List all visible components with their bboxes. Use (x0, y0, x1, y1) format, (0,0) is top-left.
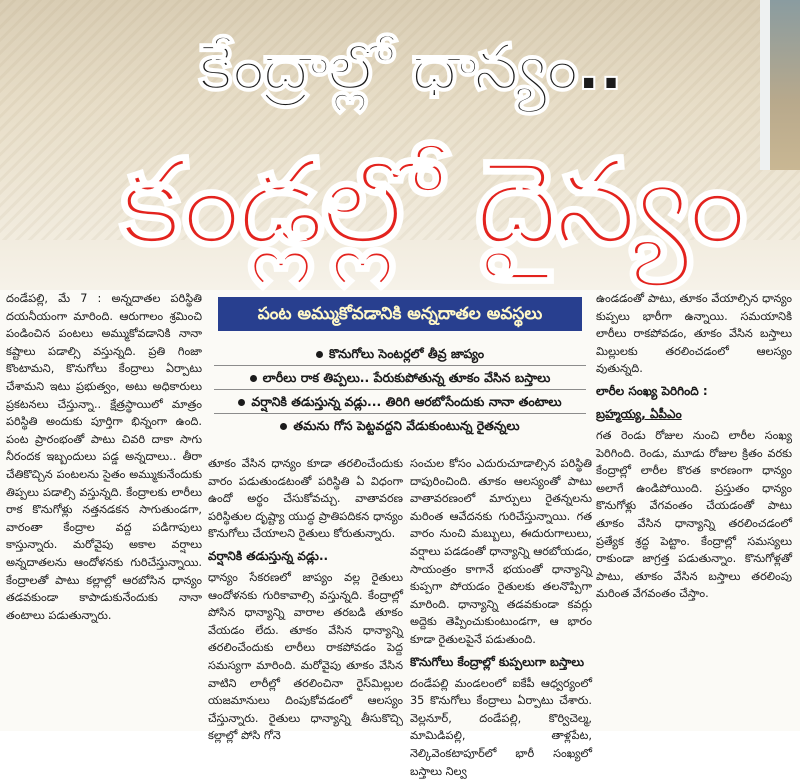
side-photo (770, 0, 800, 170)
highlight-item (210, 390, 590, 413)
article-column-1 (6, 290, 202, 624)
headline-line-2: కండ్లల్లో దైన్యం (120, 133, 744, 271)
paragraph: గత రెండు రోజుల నుంచి లారీల సంఖ్య పెరిగింది. రెండు, మూడు రోజుల క్రితం వరకు కేంద్రాల్లో లారీల కొరత కారణంగా ధాన్యం అలాగే ఉండిపోయింది. ప్రస్తుతం ధాన్యం కొనుగోళ్లు వేగవంతం చేయడంతో పాటు తూకం వేసిన ధాన్యాన్ని తరలించడంలో ప్రత్యేక శ్రద్ధ పెట్టాం. కేంద్రాల్లో సమస్యలు రాకుండా జాగ్రత్త పడుతున్నాం. కొనుగోళ్లతో పాటు, తూకం వేసిన బస్తాలు తరలింపు మరింత వేగవంతం చేస్తాం. (596, 428, 792, 601)
article-column-4 (596, 290, 792, 603)
article-column-3 (410, 455, 592, 780)
highlight-text: లారీలు రాక తిప్పలు.. పేరుకుపోతున్న తూకం వేసిన బస్తాలు (262, 370, 551, 385)
paragraph: ధాన్యం సేకరణలో జాప్యం వల్ల రైతులు ఆందోళనకు గురికావాల్సి వస్తున్నది. కేంద్రాల్లో పోసిన ధాన్యాన్ని వారాల తరబడి తూకం వేయడం లేదు. తూకం వేసిన ధాన్యాన్ని తరలించేందుకు లారీలు రాకపోవడం పెద్ద సమస్యగా మారింది. మరోవైపు తూకం వేసిన వాటిని లారీల్లో తరలించినా రైస్‌మిల్లుల యజమానులు దింపుకోవడంలో ఆలస్యం చేస్తున్నారు. రైతులు ధాన్యాన్ని తీసుకొచ్చి కల్లాల్లో పోసి గోనె (208, 570, 403, 743)
highlight-item (210, 414, 590, 437)
bullet-icon (316, 351, 323, 358)
paragraph: తూకం వేసిన ధాన్యం కూడా తరలించేందుకు వారం పడుతుండటంతో పరిస్థితి ఏ విధంగా ఉందో అర్థం చేసుకోవచ్చు. వాతావరణ పరిస్థితుల దృష్ట్యా యుద్ధ ప్రాతిపదికన ధాన్యం కొనుగోలు చేయాలని రైతులు కోరుతున్నారు. (208, 457, 403, 541)
highlight-text: కొనుగోలు సెంటర్లలో తీవ్ర జాప్యం (328, 346, 485, 361)
bullet-icon (250, 375, 257, 382)
paragraph: ఉండడంతో పాటు, తూకం వేయాల్సిన ధాన్యం కుప్పలు భారీగా ఉన్నాయి. సమయానికి లారీలు రాకపోవడం, తూకం వేసిన బస్తాలు మిల్లులకు తరలించడంలో ఆలస్యం వుతున్నది. (596, 292, 792, 376)
paragraph: సంచుల కోసం ఎదురుచూడాల్సిన పరిస్థితి దాపురించింది. తూకం ఆలస్యంతో పాటు వాతావరణంలో మార్పులు రైతన్నలను మరింత ఆవేదనకు గురిచేస్తున్నాయి. గత వారం నుంచి మబ్బులు, ఈదురుగాలులు, వర్షాలు పడ‌‌‌డంతో ధాన్యాన్ని ఆరబోయడం, సాయంత్రం కాగానే భయంతో ధాన్యాన్ని కుప్పగా పోయడం రైతులకు తలనొప్పిగా మారింది. ధాన్యాన్ని తడవకుండా కవర్లు అద్దెకు తెప్పించుకుంటుండగా, ఆ భారం కూడా రైతులపైనే పడుతుంది. (410, 457, 592, 646)
highlight-item (210, 366, 590, 389)
highlight-item (210, 342, 590, 365)
subheading: లారీల సంఖ్య పెరిగింది : (596, 383, 708, 398)
subtitle-ribbon: పంట అమ్ముకోవడానికి అన్నదాతల అవస్థలు (218, 297, 582, 331)
subheading: కొనుగోలు కేంద్రాల్లో కుప్పలుగా బస్తాలు (410, 654, 585, 669)
headline-line-1: కేంద్రాల్లో ధాన్యం.. (198, 31, 622, 105)
highlight-text: తమను గోస పెట్టవద్దని వేడుకుంటున్న రైతన్నలు (293, 418, 520, 433)
photo-edge (760, 0, 770, 170)
paragraph: దండేపల్లి మండలంలో ఐకేపీ ఆధ్వర్యంలో 35 కొనుగోలు కేంద్రాలు ఏర్పాటు చేశారు. వెల్లనూర్, దండేపల్లి, కొర్విచెల్మ, మామిడిపల్లి, తాళ్లపేట, నెల్కివెంకటాపూర్‌లో భారీ సంఖ్యలో బస్తాలు నిల్వ (410, 676, 592, 778)
bullet-icon (238, 399, 245, 406)
paragraph: దండేపల్లి, మే 7 : అన్నదాతల పరిస్థితి దయనీయంగా మారింది. ఆరుగాలం శ్రమించి పండించిన పంటలు అమ్ముకోవడానికి నానా కష్టాలు పడాల్సి వస్తున్నది. ప్రతి గింజా కొంటామని, కొనుగోలు కేంద్రాలు ఏర్పాటు చేశామని ఇటు ప్రభుత్వం, అటు అధికారులు ప్రకటనలు చేస్తున్నా.. క్షేత్రస్థాయిలో మాత్రం పరిస్థితి అందుకు పూర్తిగా భిన్నంగా ఉంది. పంట ప్రారంభంతో పాటు చివరి దాకా సాగు నీరందక ఇబ్బందులు పడ్డ అన్నదాలు.. తీరా చేతికొచ్చిన పంటలను సైతం అమ్ముకునేందుకు తిప్పలు పడాల్సి వస్తున్నది. కేంద్రాలకు లారీలు రాక కొనుగోళ్లు నత్తనడకన సాగుతుండగా, వారంతా కేంద్రాల వద్ద పడిగాపులు కాస్తున్నారు. మరోవైపు అకాల వర్షాలు అన్నదాతలను ఆందోళనకు గురిచేస్తున్నాయి. కేంద్రాలతో పాటు కల్లాల్లో ఆరబోసిన ధాన్యం తడవకుండా కాపాడుకునేందుకు నానా తంటాలు పడుతున్నారు. (6, 292, 202, 622)
highlight-text: వర్షానికి తడుస్తున్న వడ్లు... తిరిగి ఆరబోసేందుకు నానా తంటాలు (251, 394, 562, 409)
highlights-box (210, 342, 590, 437)
subheading: వర్షానికి తడుస్తున్న వడ్లు.. (208, 548, 329, 563)
subheading-quote-source: బ్రహ్మయ్య, ఏపీఎం (596, 406, 682, 421)
bullet-icon (280, 423, 287, 430)
article-column-2 (208, 455, 403, 745)
